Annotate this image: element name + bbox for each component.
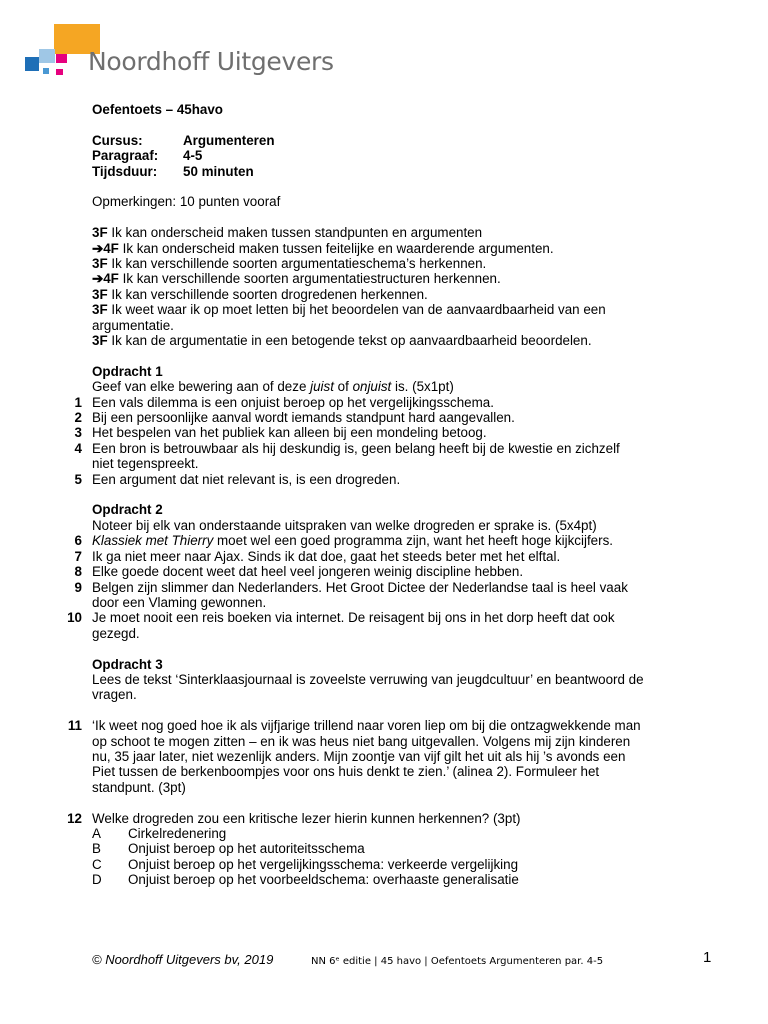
goal-level: 4F: [103, 240, 119, 256]
question-text: Piet tussen de berkenboompjes voor ons huis denkt te zien.’ (alinea 2). Formuleer het: [92, 764, 600, 780]
goal-line: [92, 287, 692, 302]
meta-cursus: [92, 133, 692, 148]
learning-goals: [92, 225, 692, 348]
meta-value: 4-5: [183, 148, 203, 164]
question-number: 11: [67, 718, 82, 734]
goal-text: Ik kan verschillende soorten argumentatieschema’s herkennen.: [107, 256, 487, 272]
remark: Opmerkingen: 10 punten vooraf: [92, 194, 281, 210]
goal-text: Ik kan verschillende soorten argumentatiestructuren herkennen.: [118, 271, 501, 287]
intro-text: is. (5x1pt): [391, 379, 454, 395]
goal-level: 3F: [92, 333, 108, 349]
option-text: Cirkelredenering: [128, 825, 227, 841]
question-text: Ik ga niet meer naar Ajax. Sinds ik dat doe, gaat het steeds beter met het elftal.: [92, 548, 561, 564]
goal-level: 3F: [92, 225, 108, 241]
option-letter: B: [92, 841, 101, 857]
goal-line: [92, 318, 692, 333]
doc-title: Oefentoets – 45havo: [92, 102, 223, 117]
question-number: 10: [67, 610, 82, 626]
goal-line: [92, 225, 692, 240]
goal-line: [92, 241, 692, 256]
question-number: 4: [74, 440, 82, 456]
question-text: Een argument dat niet relevant is, is een drogreden.: [92, 471, 401, 487]
arrow-icon: ➔: [92, 240, 104, 256]
meta-label: Tijdsduur:: [92, 163, 158, 179]
opdracht-1-heading: Opdracht 1: [92, 363, 163, 379]
goal-line: [92, 256, 692, 271]
question-text: Een vals dilemma is een onjuist beroep op het vergelijkingsschema.: [92, 394, 494, 410]
question-number: 1: [74, 394, 82, 410]
footer-info: NN 6ᵉ editie | 45 havo | Oefentoets Argumenteren par. 4-5: [311, 956, 604, 967]
option-a: [92, 826, 692, 841]
option-text: Onjuist beroep op het vergelijkingsschema: verkeerde vergelijking: [128, 856, 519, 872]
question-number: 9: [74, 579, 82, 595]
document-body: [67, 102, 692, 888]
brand-name: Noordhoff Uitgevers: [88, 47, 334, 76]
question-8: [74, 564, 692, 580]
question-text: gezegd.: [92, 625, 140, 641]
question-text: ‘Ik weet nog goed hoe ik als vijfjarige trillend naar voren liep om bij die ontzagwekkende man: [92, 718, 641, 734]
opdracht-1-intro: [92, 379, 692, 394]
goal-text: Ik kan verschillende soorten drogredenen herkennen.: [107, 286, 428, 302]
meta-tijdsduur: [92, 164, 692, 179]
goal-text: Ik kan de argumentatie in een betogende tekst op aanvaardbaarheid beoordelen.: [107, 333, 592, 349]
option-letter: C: [92, 856, 102, 872]
meta-value: Argumenteren: [183, 132, 275, 148]
question-2: [74, 410, 692, 426]
goal-line: [92, 302, 692, 317]
question-11: [67, 718, 692, 795]
question-text: Welke drogreden zou een kritische lezer hierin kunnen herkennen? (3pt): [92, 810, 521, 826]
question-3: [74, 425, 692, 441]
question-12: [67, 810, 692, 888]
logo-small-blue-square: [43, 68, 49, 74]
question-4: [74, 440, 692, 472]
goal-text: Ik kan onderscheid maken tussen standpunten en argumenten: [107, 225, 483, 241]
opdracht-3-heading: Opdracht 3: [92, 656, 163, 672]
meta-paragraaf: [92, 148, 692, 163]
question-number: 6: [74, 533, 82, 549]
goal-level: 3F: [92, 256, 108, 272]
logo-darkblue-square: [25, 57, 39, 71]
option-letter: A: [92, 825, 101, 841]
question-7: [74, 548, 692, 564]
question-text: Een bron is betrouwbaar als hij deskundig is, geen belang heeft bij de kwestie en zichzelf: [92, 440, 620, 456]
program-title: Klassiek met Thierry: [92, 533, 214, 549]
logo-small-magenta-square: [56, 69, 63, 75]
logo-lightblue-square: [39, 49, 55, 63]
option-text: Onjuist beroep op het autoriteitsschema: [128, 841, 365, 857]
meta-label: Paragraaf:: [92, 148, 159, 164]
option-text: Onjuist beroep op het voorbeeldschema: overhaaste generalisatie: [128, 872, 519, 888]
option-d: [92, 872, 692, 887]
intro-onjuist: onjuist: [352, 379, 392, 395]
question-number: 12: [67, 810, 82, 826]
question-text: Je moet nooit een reis boeken via internet. De reisagent bij ons in het dorp heeft dat ook: [92, 610, 615, 626]
goal-text: Ik weet waar ik op moet letten bij het beoordelen van de aanvaardbaarheid van een: [107, 302, 606, 318]
intro-juist: juist: [310, 379, 334, 395]
question-6: [74, 533, 692, 549]
question-10: [67, 610, 692, 641]
question-text: door een Vlaming gewonnen.: [92, 594, 267, 610]
question-text: op schoot te mogen zitten – en ik was heus niet bang uitgevallen. Volgens mij zijn kinderen: [92, 733, 631, 749]
arrow-icon: ➔: [92, 271, 104, 287]
intro-text: of: [333, 379, 353, 395]
option-b: [92, 841, 692, 856]
question-9: [74, 579, 692, 611]
opdracht-3-intro: Lees de tekst ‘Sinterklaasjournaal is zoveelste verruwing van jeugdcultuur’ en beantwoord de: [92, 671, 644, 687]
goal-level: 4F: [103, 271, 119, 287]
logo-magenta-square: [56, 54, 67, 63]
question-text: Elke goede docent weet dat heel veel jongeren weinig discipline hebben.: [92, 564, 524, 580]
option-c: [92, 857, 692, 872]
question-text: nu, 35 jaar later, niet wezenlijk anders. Mijn zoontje van vijf gilt het uit als hij ’s avonds een: [92, 748, 626, 764]
goal-line: [92, 333, 692, 348]
question-text: Belgen zijn slimmer dan Nederlanders. Het Groot Dictee der Nederlandse taal is heel vaak: [92, 579, 628, 595]
footer-copyright: © Noordhoff Uitgevers bv, 2019: [92, 952, 274, 967]
question-number: 7: [74, 548, 82, 564]
noordhoff-logo: [25, 24, 334, 84]
question-text-rest: moet wel een goed programma zijn, want het heeft hoge kijkcijfers.: [213, 533, 613, 549]
question-number: 8: [74, 564, 82, 580]
page-number: 1: [703, 949, 712, 966]
question-text: niet tegenspreekt.: [92, 456, 199, 472]
question-5: [74, 471, 692, 487]
goal-line: [92, 271, 692, 286]
goal-level: 3F: [92, 286, 108, 302]
intro-text: Geef van elke bewering aan of deze: [92, 379, 311, 395]
goal-text: Ik kan onderscheid maken tussen feitelijke en waarderende argumenten.: [118, 240, 554, 256]
opdracht-2-heading: Opdracht 2: [92, 502, 163, 518]
opdracht-3-intro: vragen.: [92, 687, 137, 703]
question-number: 3: [74, 425, 82, 441]
question-number: 5: [74, 471, 82, 487]
meta-value: 50 minuten: [183, 163, 254, 179]
question-number: 2: [74, 410, 82, 426]
meta-label: Cursus:: [92, 132, 143, 148]
question-text: standpunt. (3pt): [92, 779, 186, 795]
goal-text: argumentatie.: [92, 317, 174, 333]
goal-level: 3F: [92, 302, 108, 318]
question-text: [92, 533, 692, 548]
question-1: [74, 394, 692, 410]
option-letter: D: [92, 872, 102, 888]
opdracht-2-intro: Noteer bij elk van onderstaande uitspraken van welke drogreden er sprake is. (5x4pt): [92, 517, 597, 533]
question-text: Bij een persoonlijke aanval wordt iemands standpunt hard aangevallen.: [92, 410, 515, 426]
question-text: Het bespelen van het publiek kan alleen bij een mondeling betoog.: [92, 425, 487, 441]
